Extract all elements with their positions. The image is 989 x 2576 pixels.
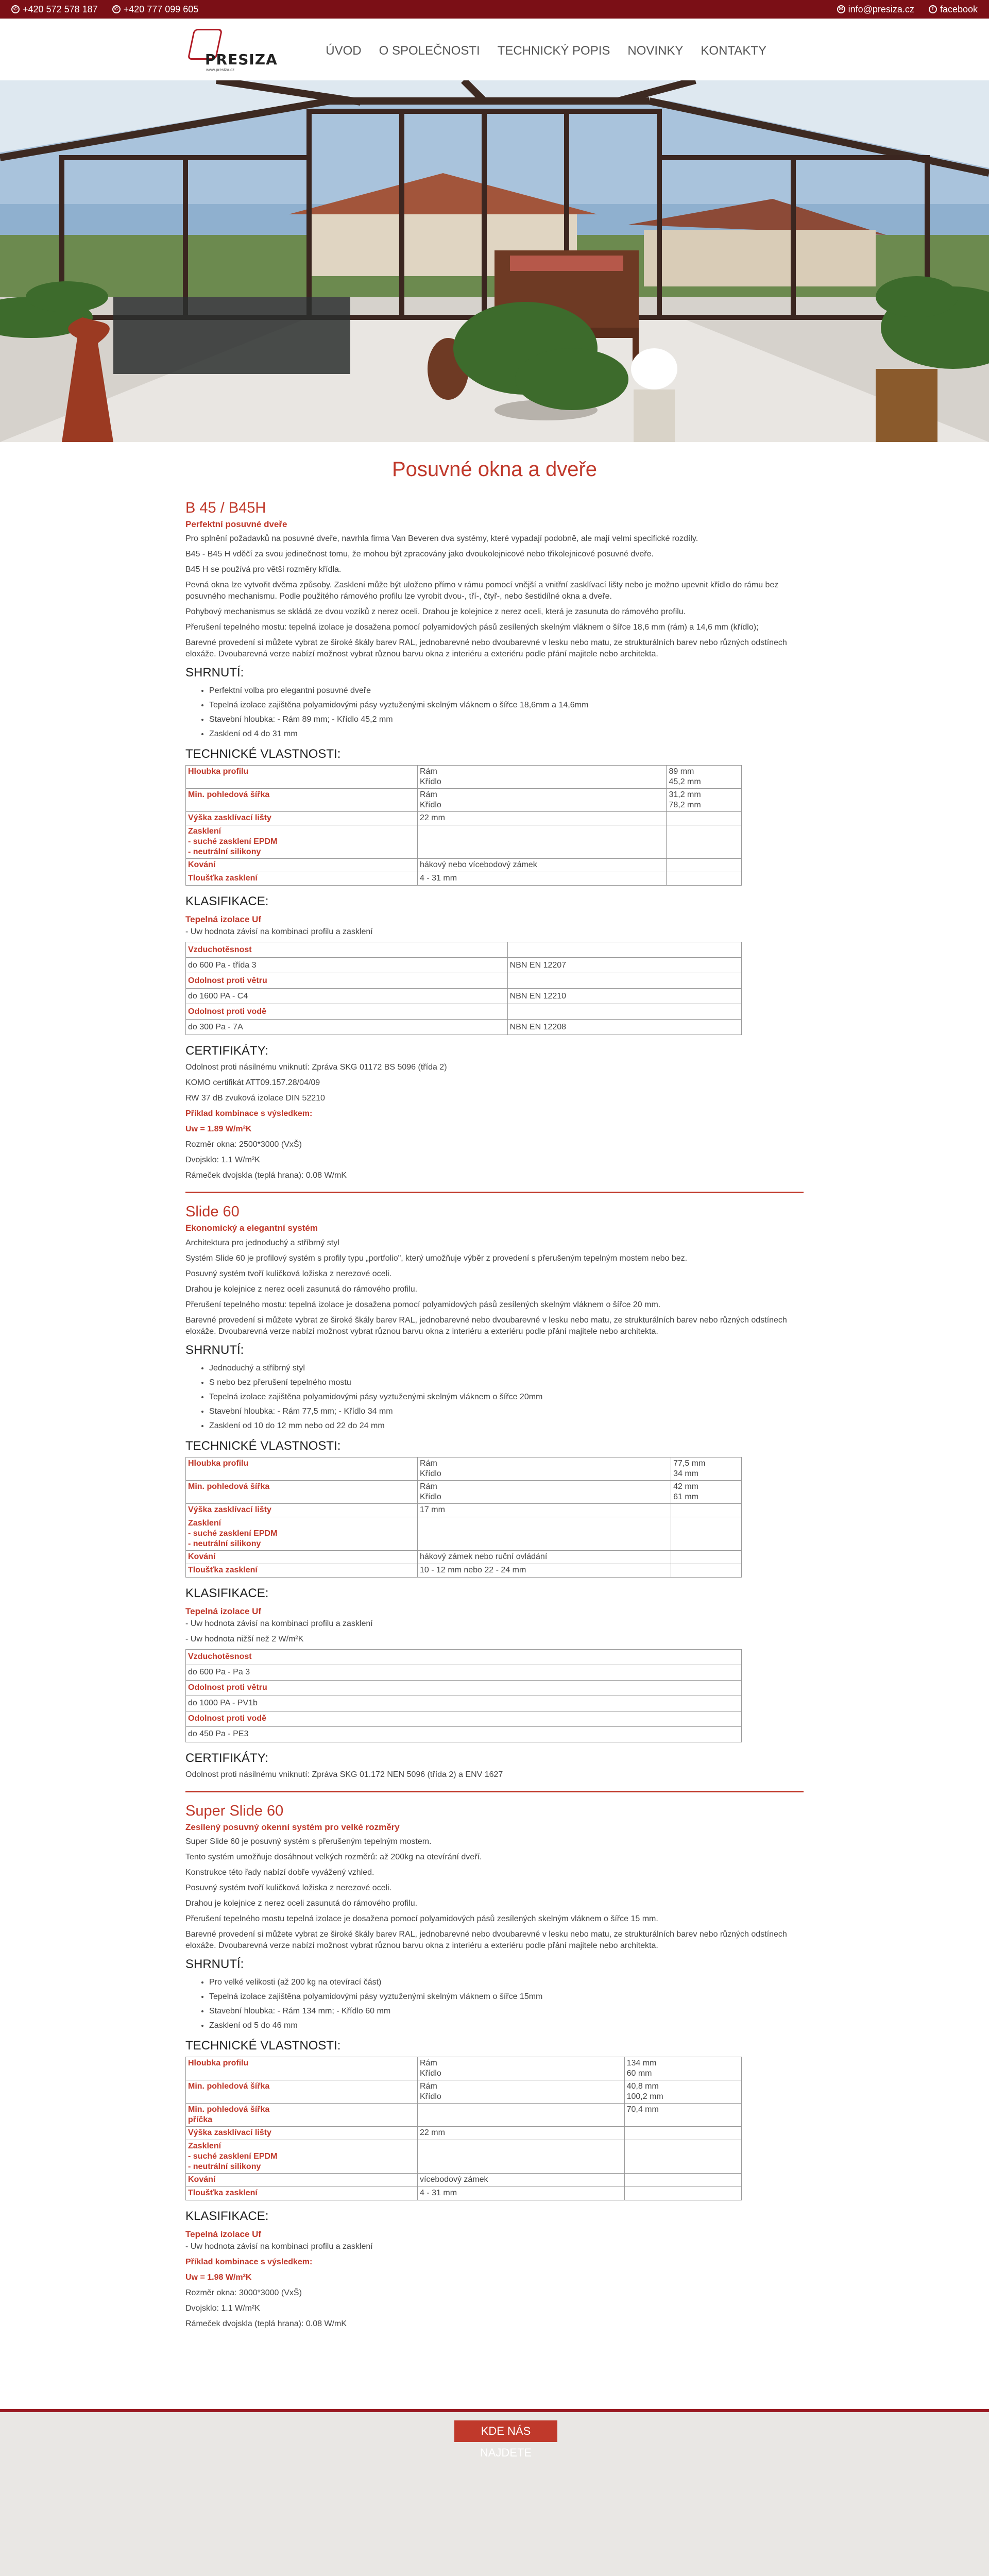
- class-heading: KLASIFIKACE:: [185, 1586, 269, 1600]
- tech-cell: 22 mm: [418, 2126, 625, 2140]
- summary-list: [209, 1975, 804, 2033]
- find-us-button[interactable]: KDE NÁS NAJDETE: [454, 2420, 557, 2442]
- paragraph: Drahou je kolejnice z nerez oceli zasunutá do rámového profilu.: [185, 1899, 418, 1908]
- class-cell: do 600 Pa - třída 3: [186, 958, 508, 973]
- tech-table: [185, 765, 742, 886]
- class-row: [186, 1020, 742, 1035]
- example-heading: Příklad kombinace s výsledkem:: [185, 1109, 313, 1118]
- tech-cell: [418, 2103, 625, 2126]
- cta-band: [0, 2409, 989, 2471]
- nav-item-0[interactable]: ÚVOD: [326, 44, 362, 58]
- page-title: Posuvné okna a dveře: [391, 458, 598, 481]
- class-table: [185, 942, 742, 1035]
- tech-row: [186, 2173, 742, 2187]
- tech-row: [186, 789, 742, 812]
- tech-cell: Rám Křídlo: [418, 1480, 671, 1503]
- hero-image: [0, 80, 989, 442]
- tech-row: [186, 859, 742, 872]
- class-cell: [507, 942, 741, 958]
- tech-cell: Min. pohledová šířka: [186, 1480, 418, 1503]
- class-cell: Odolnost proti větru: [186, 973, 508, 989]
- tech-cell: Zasklení - suché zasklení EPDM - neutrální silikony: [186, 825, 418, 859]
- cert-line: RW 37 dB zvuková izolace DIN 52210: [185, 1094, 325, 1103]
- tech-row: [186, 812, 742, 825]
- class-row: [186, 1665, 742, 1680]
- tech-cell: Kování: [186, 1550, 418, 1564]
- tech-cell: Rám Křídlo: [418, 766, 667, 789]
- summary-heading: SHRNUTÍ:: [185, 1957, 244, 1971]
- tech-cell: Kování: [186, 2173, 418, 2187]
- phone-icon: ✆: [112, 5, 121, 13]
- tech-cell: Rám Křídlo: [418, 2080, 625, 2103]
- class-row: [186, 1004, 742, 1020]
- facebook-link[interactable]: [929, 2, 978, 17]
- tech-cell: [624, 2140, 741, 2173]
- summary-item: • Zasklení od 5 do 46 mm: [209, 2019, 804, 2033]
- class-row: [186, 958, 742, 973]
- summary-heading: SHRNUTÍ:: [185, 666, 244, 680]
- tech-cell: Min. pohledová šířka: [186, 789, 418, 812]
- summary-item: • S nebo bez přerušení tepelného mostu: [209, 1376, 804, 1390]
- tech-cell: Tloušťka zasklení: [186, 1564, 418, 1577]
- paragraph: Pohybový mechanismus se skládá ze dvou vozíků z nerez oceli. Drahou je kolejnice z nerez oceli, která je zasunuta do rámového profilu.: [185, 607, 686, 617]
- nav-item-2[interactable]: TECHNICKÝ POPIS: [497, 44, 610, 58]
- summary-list: [209, 684, 804, 741]
- class-cell: NBN EN 12207: [507, 958, 741, 973]
- class-cell: NBN EN 12210: [507, 989, 741, 1004]
- paragraph: Pevná okna lze vytvořit dvěma způsoby. Zasklení může být uloženo přímo v rámu pomocí vnější a vnitřní zasklívací lišty nebo je možno upevnit křídlo do rámu bez posuvného mechanismu. Podle použitého rámového profilu lze vyrobit dvou-, tří-, čtyř-, nebo šestidílné okna a dveře.: [185, 581, 779, 601]
- phone-icon: ✆: [11, 5, 20, 13]
- example-heading: Příklad kombinace s výsledkem:: [185, 2258, 313, 2267]
- cert-heading: CERTIFIKÁTY:: [185, 1044, 268, 1058]
- example-line: Rozměr okna: 2500*3000 (VxŠ): [185, 1140, 302, 1149]
- paragraph: Přerušení tepelného mostu: tepelná izolace je dosažena pomocí polyamidových pásů zesílených skelným vláknem o šířce 18,6 mm (rám) a 14,6 mm (křídlo);: [185, 623, 759, 632]
- main-nav: [326, 41, 766, 61]
- tech-cell: 4 - 31 mm: [418, 872, 667, 886]
- paragraph: Barevné provedení si můžete vybrat ze široké škály barev RAL, jednobarevné nebo dvoubarevné v lesku nebo matu, ze strukturálních barev nebo různých odstínech eloxáže. Dvoubarevná verze nabízí možnost vybrat různou barvu okna z interiéru a exteriéru podle přání majitele nebo architekta.: [185, 1315, 787, 1336]
- phone-link-1[interactable]: [11, 2, 98, 17]
- summary-item: • Stavební hloubka: - Rám 134 mm; - Křídlo 60 mm: [209, 2004, 804, 2019]
- tech-cell: 10 - 12 mm nebo 22 - 24 mm: [418, 1564, 671, 1577]
- tech-cell: [418, 2140, 625, 2173]
- class-cell: Odolnost proti větru: [186, 1680, 742, 1696]
- tech-table: [185, 2057, 742, 2200]
- summary-item: • Perfektní volba pro elegantní posuvné dveře: [209, 684, 804, 698]
- summary-list: [209, 1361, 804, 1433]
- summary-item: • Tepelná izolace zajištěna polyamidovými pásy vyztuženými skelným vláknem o šířce 15mm: [209, 1990, 804, 2004]
- tech-row: [186, 1517, 742, 1550]
- tech-cell: Rám Křídlo: [418, 2057, 625, 2080]
- paragraph: Pro splnění požadavků na posuvné dveře, navrhla firma Van Beveren dva systémy, které vypadají podobně, ale mají velmi specifické rozdíly.: [185, 534, 698, 544]
- section-subtitle: Zesílený posuvný okenní systém pro velké rozměry: [185, 1822, 400, 1832]
- tech-cell: vícebodový zámek: [418, 2173, 625, 2187]
- summary-item: • Zasklení od 10 do 12 mm nebo od 22 do 24 mm: [209, 1419, 804, 1433]
- tech-row: [186, 2187, 742, 2200]
- tech-heading: TECHNICKÉ VLASTNOSTI:: [185, 1438, 341, 1453]
- tech-row: [186, 1550, 742, 1564]
- section-title: Slide 60: [185, 1204, 240, 1221]
- class-row: [186, 1696, 742, 1711]
- paragraph: Barevné provedení si můžete vybrat ze široké škály barev RAL, jednobarevné nebo dvoubarevné v lesku nebo matu, ze strukturálních barev nebo různých odstínech eloxáže. Dvoubarevná verze nabízí možnost vybrat různou barvu okna z interiéru a exteriéru podle přání majitele nebo architekta.: [185, 1929, 787, 1950]
- cert-heading: CERTIFIKÁTY:: [185, 1751, 268, 1765]
- class-heading: KLASIFIKACE:: [185, 894, 269, 909]
- tech-table: [185, 1457, 742, 1578]
- tech-cell: Tloušťka zasklení: [186, 2187, 418, 2200]
- tech-cell: Rám Křídlo: [418, 1457, 671, 1480]
- section-title: B 45 / B45H: [185, 500, 266, 516]
- email-text: info@presiza.cz: [848, 4, 914, 14]
- tech-row: [186, 2140, 742, 2173]
- class-cell: Vzduchotěsnost: [186, 942, 508, 958]
- tech-cell: Výška zasklívací lišty: [186, 812, 418, 825]
- tech-cell: 77,5 mm 34 mm: [671, 1457, 742, 1480]
- summary-heading: SHRNUTÍ:: [185, 1343, 244, 1357]
- example-line: Rozměr okna: 3000*3000 (VxŠ): [185, 2289, 302, 2298]
- tech-cell: Zasklení - suché zasklení EPDM - neutrální silikony: [186, 1517, 418, 1550]
- tech-cell: [671, 1503, 742, 1517]
- paragraph: Architektura pro jednoduchý a stříbrný styl: [185, 1238, 339, 1247]
- facebook-text: facebook: [940, 4, 978, 14]
- map-placeholder: [0, 2471, 989, 2576]
- class-heading: KLASIFIKACE:: [185, 2209, 269, 2223]
- example-line: Rámeček dvojskla (teplá hrana): 0.08 W/mK: [185, 1171, 347, 1180]
- phone-number: +420 572 578 187: [23, 4, 98, 14]
- tech-cell: 134 mm 60 mm: [624, 2057, 741, 2080]
- logo[interactable]: [185, 26, 278, 73]
- tech-cell: hákový nebo vícebodový zámek: [418, 859, 667, 872]
- class-cell: do 450 Pa - PE3: [186, 1726, 742, 1742]
- class-cell: Odolnost proti vodě: [186, 1004, 508, 1020]
- section-divider: [185, 1791, 804, 1792]
- tech-cell: [667, 872, 742, 886]
- paragraph: Přerušení tepelného mostu: tepelná izolace je dosažena pomocí polyamidových pásů zesílených skelným vláknem o šířce 20 mm.: [185, 1300, 661, 1309]
- tech-cell: [667, 825, 742, 859]
- summary-item: • Stavební hloubka: - Rám 89 mm; - Křídlo 45,2 mm: [209, 713, 804, 727]
- tech-row: [186, 1503, 742, 1517]
- class-row: [186, 1649, 742, 1665]
- class-cell: Odolnost proti vodě: [186, 1711, 742, 1726]
- class-subtitle: Tepelná izolace Uf: [185, 1606, 262, 1616]
- class-cell: [507, 1004, 741, 1020]
- tech-cell: Rám Křídlo: [418, 789, 667, 812]
- tech-cell: 70,4 mm: [624, 2103, 741, 2126]
- paragraph: Systém Slide 60 je profilový systém s profily typu „portfolio", který umožňuje výběr z provedení s přerušeným tepelným mostem nebo bez.: [185, 1253, 688, 1263]
- tech-row: [186, 2103, 742, 2126]
- example-line: Uw = 1.89 W/m²K: [185, 1125, 252, 1134]
- header: [0, 19, 989, 80]
- paragraph: Posuvný systém tvoří kuličková ložiska z nerezové oceli.: [185, 1269, 392, 1278]
- summary-item: • Zasklení od 4 do 31 mm: [209, 727, 804, 741]
- class-row: [186, 989, 742, 1004]
- phone-link-2[interactable]: [112, 2, 199, 17]
- summary-item: • Tepelná izolace zajištěna polyamidovými pásy vyztuženými skelným vláknem o šířce 18,6mm a 14,6mm: [209, 698, 804, 713]
- paragraph: Tento systém umožňuje dosáhnout velkých rozměrů: až 200kg na otevírání dveří.: [185, 1852, 482, 1861]
- class-row: [186, 1711, 742, 1726]
- tech-cell: 17 mm: [418, 1503, 671, 1517]
- summary-item: • Jednoduchý a stříbrný styl: [209, 1361, 804, 1376]
- class-table: [185, 1649, 742, 1742]
- facebook-icon: f: [929, 5, 937, 13]
- paragraph: Konstrukce této řady nabízí dobře vyvážený vzhled.: [185, 1868, 374, 1877]
- tech-row: [186, 1457, 742, 1480]
- nav-item-4[interactable]: KONTAKTY: [701, 44, 766, 58]
- tech-heading: TECHNICKÉ VLASTNOSTI:: [185, 747, 341, 761]
- cert-line: Odolnost proti násilnému vniknutí: Zpráva SKG 01.172 NEN 5096 (třída 2) a ENV 1627: [185, 1770, 503, 1779]
- section-subtitle: Perfektní posuvné dveře: [185, 519, 287, 529]
- tech-cell: [418, 825, 667, 859]
- tech-cell: 40,8 mm 100,2 mm: [624, 2080, 741, 2103]
- class-cell: Vzduchotěsnost: [186, 1649, 742, 1665]
- paragraph: Barevné provedení si můžete vybrat ze široké škály barev RAL, jednobarevné nebo dvoubarevné v lesku nebo matu, ze strukturálních barev nebo různých odstínech eloxáže. Dvoubarevná verze nabízí možnost vybrat různou barvu okna z interiéru a exteriéru podle přání majitele nebo architekta.: [185, 638, 787, 659]
- tech-row: [186, 1480, 742, 1503]
- cert-line: Odolnost proti násilnému vniknutí: Zpráva SKG 01172 BS 5096 (třída 2): [185, 1063, 447, 1072]
- topbar: [0, 0, 989, 19]
- paragraph: B45 - B45 H vděčí za svou jedinečnost tomu, že mohou být zpracovány jako dvoukolejnicové nebo třikolejnicové posuvné dveře.: [185, 550, 654, 559]
- summary-item: • Stavební hloubka: - Rám 77,5 mm; - Křídlo 34 mm: [209, 1404, 804, 1419]
- class-note: - Uw hodnota závisí na kombinaci profilu a zasklení: [185, 1619, 373, 1628]
- tech-cell: [671, 1564, 742, 1577]
- tech-cell: 31,2 mm 78,2 mm: [667, 789, 742, 812]
- tech-heading: TECHNICKÉ VLASTNOSTI:: [185, 2038, 341, 2053]
- tech-cell: hákový zámek nebo ruční ovládání: [418, 1550, 671, 1564]
- section-title: Super Slide 60: [185, 1802, 284, 1819]
- paragraph: B45 H se používá pro větší rozměry křídla.: [185, 565, 342, 574]
- paragraph: Drahou je kolejnice z nerez oceli zasunutá do rámového profilu.: [185, 1284, 418, 1294]
- class-cell: NBN EN 12208: [507, 1020, 741, 1035]
- example-line: Dvojsklo: 1.1 W/m²K: [185, 2304, 260, 2313]
- class-cell: do 1000 PA - PV1b: [186, 1696, 742, 1711]
- summary-item: • Tepelná izolace zajištěna polyamidovými pásy vyztuženými skelným vláknem o šířce 20mm: [209, 1390, 804, 1404]
- nav-item-3[interactable]: NOVINKY: [627, 44, 684, 58]
- tech-row: [186, 825, 742, 859]
- tech-row: [186, 766, 742, 789]
- mail-icon: ✉: [837, 5, 845, 13]
- class-note: - Uw hodnota závisí na kombinaci profilu a zasklení: [185, 2242, 373, 2251]
- tech-cell: [624, 2187, 741, 2200]
- tech-cell: [624, 2173, 741, 2187]
- class-cell: [507, 973, 741, 989]
- nav-item-1[interactable]: O SPOLEČNOSTI: [379, 44, 480, 58]
- tech-cell: Výška zasklívací lišty: [186, 2126, 418, 2140]
- class-row: [186, 1680, 742, 1696]
- tech-cell: Tloušťka zasklení: [186, 872, 418, 886]
- section-subtitle: Ekonomický a elegantní systém: [185, 1223, 318, 1233]
- tech-cell: Hloubka profilu: [186, 766, 418, 789]
- example-line: Uw = 1.98 W/m²K: [185, 2273, 252, 2282]
- tech-cell: [418, 1517, 671, 1550]
- tech-row: [186, 2080, 742, 2103]
- tech-cell: [667, 812, 742, 825]
- tech-cell: [667, 859, 742, 872]
- class-subtitle: Tepelná izolace Uf: [185, 2229, 262, 2239]
- tech-cell: Výška zasklívací lišty: [186, 1503, 418, 1517]
- tech-row: [186, 2057, 742, 2080]
- tech-cell: Hloubka profilu: [186, 1457, 418, 1480]
- class-cell: do 1600 PA - C4: [186, 989, 508, 1004]
- example-line: Rámeček dvojskla (teplá hrana): 0.08 W/mK: [185, 2319, 347, 2329]
- tech-cell: 22 mm: [418, 812, 667, 825]
- paragraph: Posuvný systém tvoří kuličková ložiska z nerezové oceli.: [185, 1883, 392, 1892]
- hero-conservatory-illustration: [0, 80, 989, 442]
- tech-cell: 4 - 31 mm: [418, 2187, 625, 2200]
- class-row: [186, 942, 742, 958]
- class-row: [186, 973, 742, 989]
- class-cell: do 300 Pa - 7A: [186, 1020, 508, 1035]
- tech-cell: Min. pohledová šířka: [186, 2080, 418, 2103]
- tech-cell: 89 mm 45,2 mm: [667, 766, 742, 789]
- tech-cell: [671, 1517, 742, 1550]
- paragraph: Přerušení tepelného mostu tepelná izolace je dosažena pomocí polyamidových pásů zesílených skelným vláknem o šířce 15 mm.: [185, 1914, 658, 1923]
- tech-cell: Zasklení - suché zasklení EPDM - neutrální silikony: [186, 2140, 418, 2173]
- phone-number: +420 777 099 605: [123, 4, 199, 14]
- tech-row: [186, 872, 742, 886]
- main-content: [185, 453, 804, 2334]
- tech-cell: [671, 1550, 742, 1564]
- tech-row: [186, 2126, 742, 2140]
- class-row: [186, 1726, 742, 1742]
- cert-line: KOMO certifikát ATT09.157.28/04/09: [185, 1078, 320, 1088]
- logo-word: PRESIZA: [205, 51, 278, 68]
- example-line: Dvojsklo: 1.1 W/m²K: [185, 1156, 260, 1165]
- logo-url: www.presiza.cz: [206, 67, 235, 72]
- class-cell: do 600 Pa - Pa 3: [186, 1665, 742, 1680]
- tech-cell: Min. pohledová šířka příčka: [186, 2103, 418, 2126]
- paragraph: Super Slide 60 je posuvný systém s přerušeným tepelným mostem.: [185, 1837, 432, 1846]
- tech-cell: Kování: [186, 859, 418, 872]
- email-link[interactable]: [837, 2, 914, 17]
- summary-item: • Pro velké velikosti (až 200 kg na otevírací část): [209, 1975, 804, 1990]
- section-divider: [185, 1192, 804, 1193]
- tech-cell: 42 mm 61 mm: [671, 1480, 742, 1503]
- tech-row: [186, 1564, 742, 1577]
- class-subtitle: Tepelná izolace Uf: [185, 914, 262, 925]
- tech-cell: Hloubka profilu: [186, 2057, 418, 2080]
- tech-cell: [624, 2126, 741, 2140]
- class-note: - Uw hodnota nižší než 2 W/m²K: [185, 1634, 304, 1643]
- class-note: - Uw hodnota závisí na kombinaci profilu a zasklení: [185, 927, 373, 937]
